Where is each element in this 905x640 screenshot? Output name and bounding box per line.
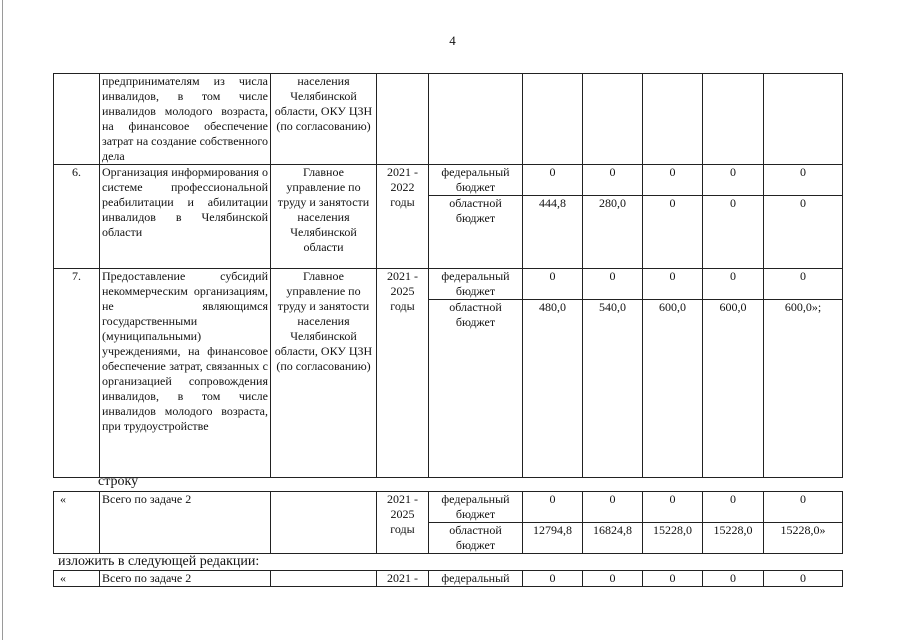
cell-budget-type: федеральный бюджет (429, 165, 523, 196)
page-number: 4 (449, 33, 456, 48)
cell-value: 280,0 (583, 196, 643, 269)
cell-description: Всего по задаче 2 (100, 571, 271, 587)
cell-value: 600,0 (703, 300, 764, 478)
cell-value: 0 (764, 165, 843, 196)
cell-value: 0 (703, 492, 764, 523)
table-row (54, 571, 843, 587)
cell-value: 15228,0 (643, 523, 703, 554)
cell-value: 0 (583, 571, 643, 587)
cell-value: 0 (583, 165, 643, 196)
scan-edge-line (2, 0, 3, 640)
cell-num: 6. (54, 165, 100, 269)
cell-budget-type: федеральный бюджет (429, 269, 523, 300)
cell-budget-type: областной бюджет (429, 523, 523, 554)
cell-executor (271, 492, 377, 554)
cell-description: Предоставление субсидий некоммерческим организациям, не являющимся государственными (муниципальными) учреждениями, на финансовое обеспечение затрат, связанных с организацией сопровождения инвалидов, в том числе инвалидов молодого возраста, при трудоустройстве (100, 269, 271, 478)
table-row (54, 492, 843, 523)
cell-value: 0 (583, 269, 643, 300)
cell-value: 0 (583, 492, 643, 523)
cell-value: 600,0 (643, 300, 703, 478)
cell-quote: « (54, 571, 100, 587)
cell-description: Всего по задаче 2 (100, 492, 271, 554)
cell-value: 600,0»; (764, 300, 843, 478)
cell-executor: населения Челябинской области, ОКУ ЦЗН (по согласованию) (271, 74, 377, 165)
cell-value: 0 (764, 196, 843, 269)
cell-budget-type: федеральный бюджет (429, 492, 523, 523)
cell-period: 2021 - 2022 годы (377, 165, 429, 269)
cell-value: 540,0 (583, 300, 643, 478)
cell-value: 0 (643, 269, 703, 300)
cell-budget-type: областной бюджет (429, 300, 523, 478)
cell-value: 15228,0 (703, 523, 764, 554)
cell-executor (271, 571, 377, 587)
cell-value: 15228,0» (764, 523, 843, 554)
cell-value: 0 (764, 571, 843, 587)
table-row (54, 74, 843, 165)
table-row (54, 269, 843, 300)
cell-value: 0 (703, 571, 764, 587)
cell-value: 0 (764, 269, 843, 300)
cell-value: 0 (643, 165, 703, 196)
cell-description: предпринимателям из числа инвалидов, в том числе инвалидов молодого возраста, на финансовое обеспечение затрат на создание собственного дела (100, 74, 271, 165)
cell-num (54, 74, 100, 165)
cell-value: 0 (643, 196, 703, 269)
cell-value: 0 (523, 269, 583, 300)
cell-value: 480,0 (523, 300, 583, 478)
cell-num: 7. (54, 269, 100, 478)
cell-period: 2021 - 2025 годы (377, 492, 429, 554)
cell-value: 0 (643, 492, 703, 523)
cell-value: 0 (523, 571, 583, 587)
cell-value: 0 (643, 571, 703, 587)
instruction-stroku: строку (98, 474, 139, 489)
cell-value: 12794,8 (523, 523, 583, 554)
total-table-new (53, 570, 843, 587)
cell-value: 0 (703, 269, 764, 300)
cell-executor: Главное управление по труду и занятости населения Челябинской области (271, 165, 377, 269)
instruction-izlozhit: изложить в следующей редакции: (58, 554, 260, 569)
cell-period: 2021 - 2025 годы (377, 269, 429, 478)
cell-quote: « (54, 492, 100, 554)
cell-budget-type: федеральный (429, 571, 523, 587)
table-row (54, 165, 843, 196)
cell-budget-type: областной бюджет (429, 196, 523, 269)
total-table-old (53, 491, 843, 554)
cell-value: 0 (703, 165, 764, 196)
cell-period: 2021 - (377, 571, 429, 587)
measures-table (53, 73, 843, 478)
cell-executor: Главное управление по труду и занятости населения Челябинской области, ОКУ ЦЗН (по согласованию) (271, 269, 377, 478)
cell-value: 0 (703, 196, 764, 269)
cell-value: 16824,8 (583, 523, 643, 554)
cell-value: 0 (764, 492, 843, 523)
cell-value: 0 (523, 492, 583, 523)
cell-description: Организация информирования о системе профессиональной реабилитации и абилитации инвалидов в Челябинской области (100, 165, 271, 269)
cell-value: 444,8 (523, 196, 583, 269)
cell-value: 0 (523, 165, 583, 196)
